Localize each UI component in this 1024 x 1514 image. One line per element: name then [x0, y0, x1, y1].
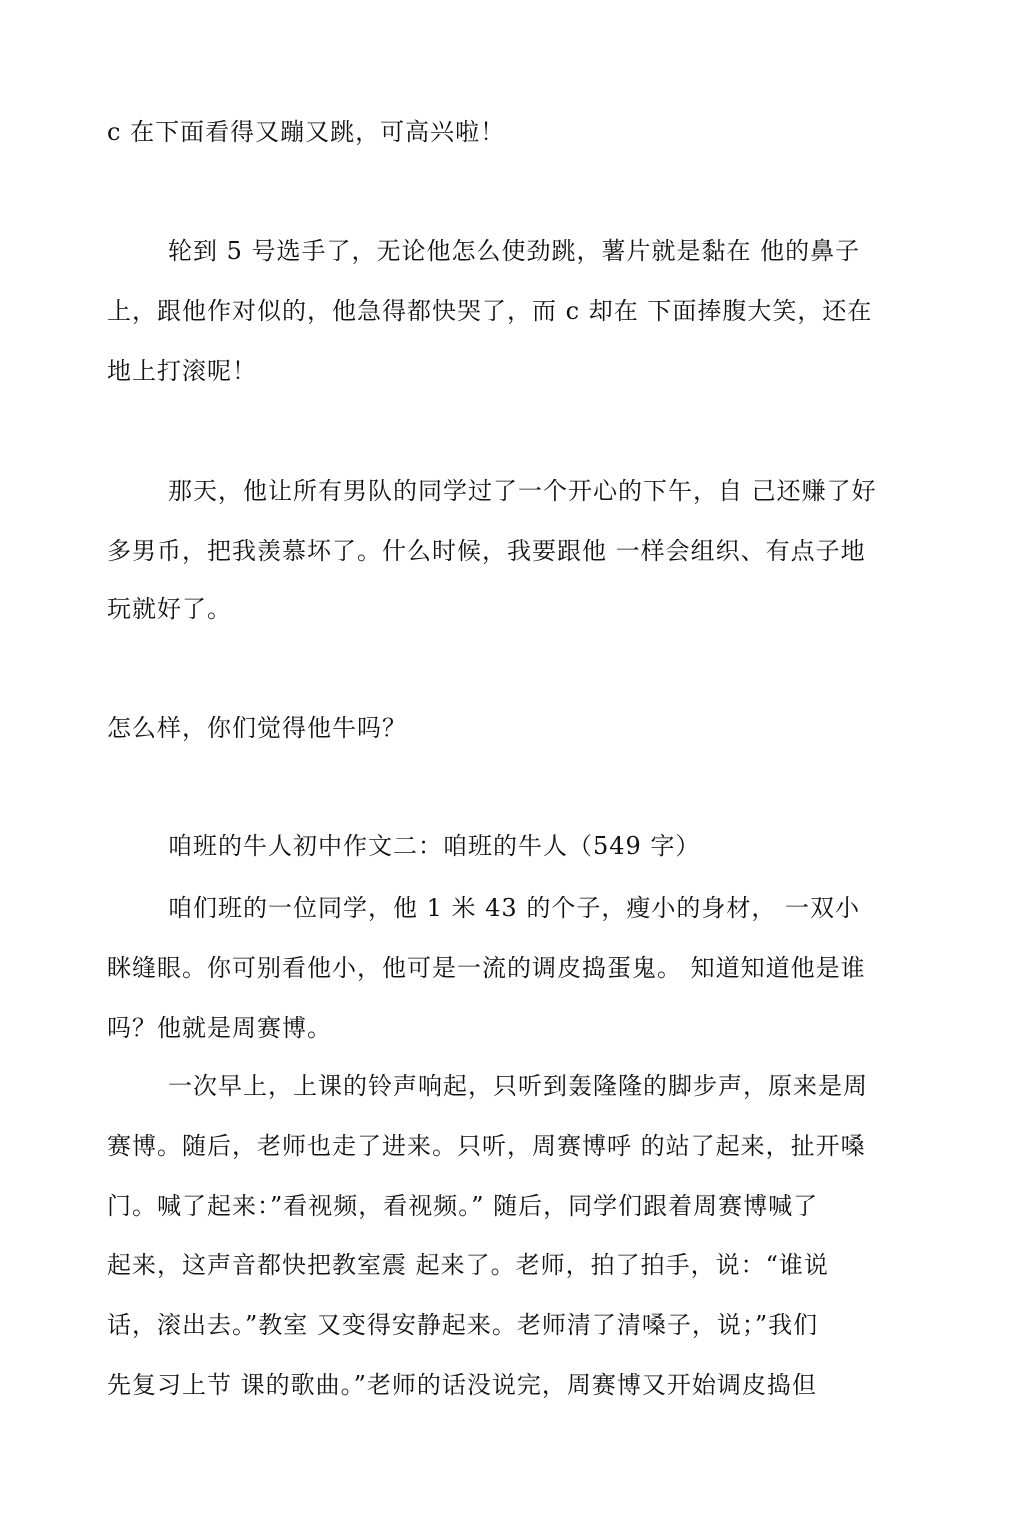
text-line: 起来，这声音都快把教室震 起来了。老师，拍了拍手，说：“谁说 [107, 1251, 829, 1279]
text-line: 吗？他就是周赛博。 [107, 1014, 332, 1042]
text-line: 多男币，把我羡慕坏了。什么时候，我要跟他 一样会组织、有点子地 [107, 537, 866, 565]
text-line: 话，滚出去。”教室 又变得安静起来。老师清了清嗓子，说；”我们 [107, 1311, 819, 1339]
section-heading: 咱班的牛人初中作文二：咱班的牛人（549 字） [168, 832, 701, 860]
text-line: 眯缝眼。你可别看他小，他可是一流的调皮捣蛋鬼。 知道知道他是谁 [107, 954, 866, 982]
text-line: 赛博。随后，老师也走了进来。只听，周赛博呼 的站了起来，扯开嗓 [107, 1132, 866, 1160]
text-line: 咱们班的一位同学，他 1 米 43 的个子，瘦小的身材， 一双小 [168, 894, 860, 922]
text-line: 一次早上，上课的铃声响起，只听到轰隆隆的脚步声，原来是周 [168, 1072, 868, 1100]
text-line: 那天，他让所有男队的同学过了一个开心的下午，自 己还赚了好 [168, 477, 877, 505]
text-line: c 在下面看得又蹦又跳，可高兴啦！ [107, 118, 506, 146]
text-line: 轮到 5 号选手了，无论他怎么使劲跳，薯片就是黏在 他的鼻子 [168, 237, 861, 265]
text-line: 门。喊了起来：”看视频，看视频。” 随后，同学们跟着周赛博喊了 [107, 1192, 819, 1220]
text-line: 怎么样，你们觉得他牛吗？ [107, 714, 407, 742]
text-line: 上，跟他作对似的，他急得都快哭了，而 c 却在 下面捧腹大笑，还在 [107, 297, 873, 325]
text-line: 地上打滚呢！ [107, 357, 257, 385]
text-line: 先复习上节 课的歌曲。”老师的话没说完，周赛博又开始调皮捣但 [107, 1371, 817, 1399]
text-line: 玩就好了。 [107, 595, 232, 623]
